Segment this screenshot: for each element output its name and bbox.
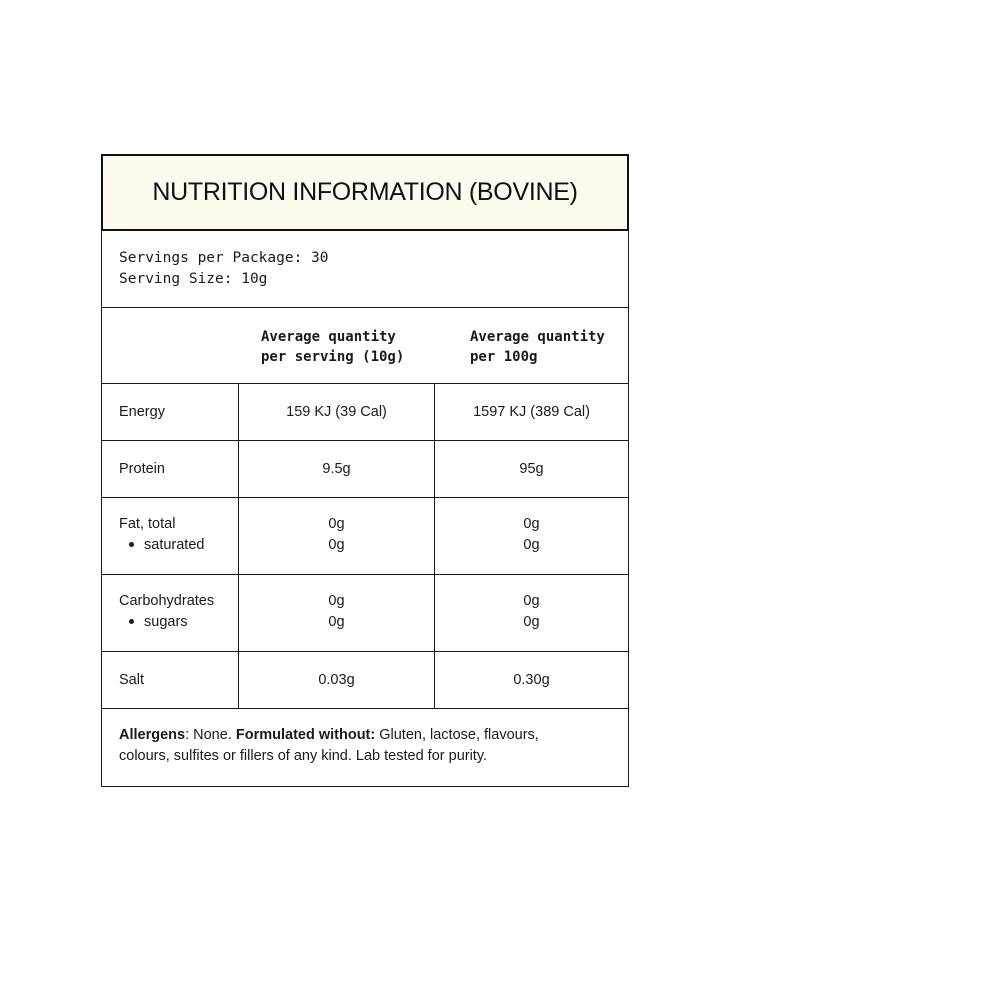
- row-per-100g: 1597 KJ (389 Cal): [473, 404, 590, 420]
- sub-row-label-text: saturated: [144, 537, 205, 553]
- row-label-cell: [102, 498, 239, 574]
- row-per-serving-cell: [239, 575, 435, 651]
- row-per-100g: 0.30g: [513, 672, 550, 688]
- row-per-serving: 159 KJ (39 Cal): [239, 384, 435, 440]
- table-row-protein: [102, 441, 628, 498]
- allergens-text: : None.: [185, 727, 236, 743]
- allergens-footer: [102, 709, 628, 786]
- sub-row-per-serving: 0g: [328, 614, 345, 630]
- bullet-icon: [129, 619, 134, 624]
- header-per-serving-line2: per serving (10g): [261, 349, 405, 365]
- sub-row-label: [119, 612, 238, 633]
- header-per-100g-line2: per 100g: [470, 349, 538, 365]
- row-per-100g: 0g: [523, 593, 540, 609]
- allergens-label: Allergens: [119, 727, 186, 743]
- sub-row-per-100g: 0g: [523, 614, 540, 630]
- row-per-serving: 0g: [328, 516, 345, 532]
- serving-size: Serving Size: 10g: [119, 271, 268, 287]
- sub-row-label: [119, 535, 238, 556]
- nutrition-panel: [101, 154, 629, 787]
- sub-row-label-text: sugars: [144, 614, 188, 630]
- sub-row-per-100g: 0g: [523, 537, 540, 553]
- row-per-100g: 0g: [523, 516, 540, 532]
- row-label: Fat, total: [119, 516, 176, 532]
- sub-row-per-serving: 0g: [328, 537, 345, 553]
- row-per-serving: 0g: [328, 593, 345, 609]
- row-label: Energy: [102, 384, 239, 440]
- table-row-fat: [102, 498, 628, 575]
- row-label: Carbohydrates: [119, 593, 215, 609]
- servings-info: [102, 231, 628, 308]
- header-per-100g-line1: Average quantity: [470, 329, 605, 345]
- header-per-serving-line1: Average quantity: [261, 329, 396, 345]
- row-label: Salt: [102, 652, 239, 708]
- title-box: [101, 154, 629, 231]
- formulated-label: Formulated without:: [235, 727, 376, 743]
- header-per-serving: [261, 327, 441, 367]
- panel-title: NUTRITION INFORMATION (BOVINE): [152, 178, 578, 206]
- row-per-serving-cell: [239, 498, 435, 574]
- table-row-carbohydrates: [102, 575, 628, 652]
- row-per-100g-cell: [435, 575, 628, 651]
- formulated-text: Gluten, lactose, flavours, colours, sulfites or fillers of any kind. Lab tested for purity.: [119, 727, 539, 764]
- table-row-energy: [102, 384, 628, 441]
- header-per-100g: [470, 327, 620, 367]
- table-row-salt: [102, 652, 628, 709]
- row-per-serving: 9.5g: [239, 441, 435, 497]
- table-header: [102, 308, 628, 384]
- bullet-icon: [129, 542, 134, 547]
- row-per-100g: 95g: [519, 461, 544, 477]
- row-label: Protein: [102, 441, 239, 497]
- row-label-cell: [102, 575, 239, 651]
- servings-per-package: Servings per Package: 30: [119, 250, 329, 266]
- row-per-serving: 0.03g: [239, 652, 435, 708]
- row-per-100g-cell: [435, 498, 628, 574]
